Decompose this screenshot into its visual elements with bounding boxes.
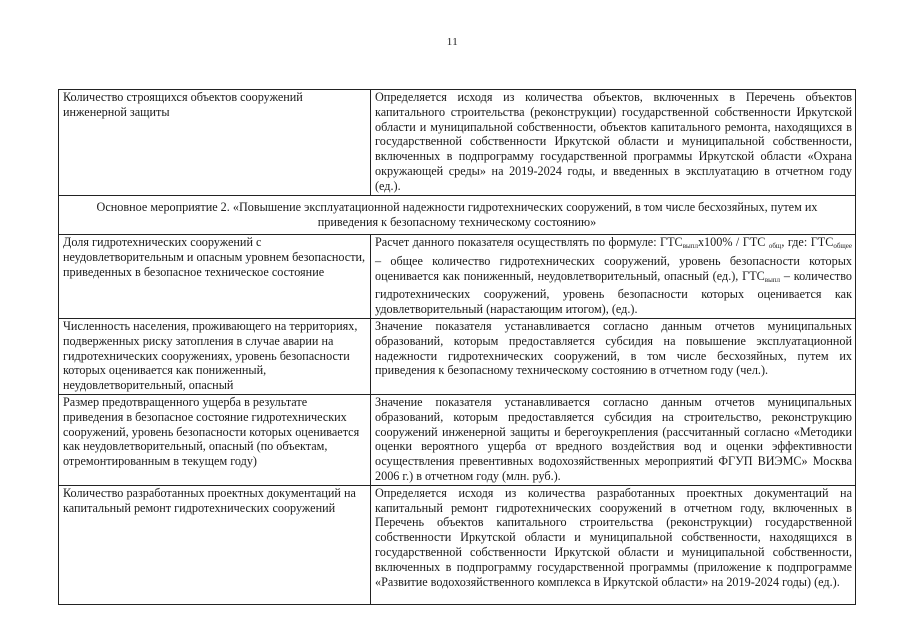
indicators-table: [58, 89, 856, 605]
indicator-name: Количество строящихся объектов сооружений инженерной защиты: [59, 90, 371, 196]
table-row: [59, 235, 856, 319]
formula-text: – общее количество гидротехнических сооружений, уровень безопасности которых оценивается как пониженный, неудовлетворительный, опасный (ед.), ГТС: [375, 253, 852, 283]
formula-subscript: выпл: [764, 275, 781, 284]
formula-text: , где: ГТС: [781, 235, 834, 249]
table-row: [59, 318, 856, 394]
table-row: [59, 394, 856, 485]
indicator-method: Определяется исходя из количества объектов, включенных в Перечень объектов капитального строительства (реконструкции) государственной собственности Иркутской области и муниципальной собственности, объектов капитального ремонта, находящихся в государственной собственности Иркутской области и муниципальной собственности, включенных в подпрограмму государственной программы Иркутской области «Охрана окружающей среды» на 2019-2024 годы, и введенных в эксплуатацию в отчетном году (ед.).: [371, 90, 856, 196]
indicator-name: Численность населения, проживающего на территориях, подверженных риску затопления в случае аварии на гидротехнических сооружениях, уровень безопасности которых оценивается как пониженный, неудовлетворительный, опасный: [59, 318, 371, 394]
formula-subscript: выпл: [682, 242, 698, 250]
formula-text: х100% / ГТС: [697, 235, 769, 249]
formula-subscript: общее: [833, 242, 852, 250]
indicator-name: Размер предотвращенного ущерба в результате приведения в безопасное состояние гидротехнических сооружений, уровень безопасности которых оценивается как неудовлетворительный, опасный (по объектам, отремонтированным в текущем году): [59, 394, 371, 485]
table-row: [59, 90, 856, 196]
formula-subscript: общ: [768, 242, 782, 250]
indicator-method: Определяется исходя из количества разработанных проектных документаций на капитальный ремонт гидротехнических сооружений в отчетном году, включенных в Перечень объектов капитального строительства (реконструкции) государственной собственности Иркутской области и муниципальной собственности, находящихся в государственной собственности Иркутской области и муниципальной собственности, включенных в подпрограмму государственной программы (приложение к подпрограмме «Развитие водохозяйственного комплекса в Иркутской области» на 2019-2024 годы) (ед.).: [371, 485, 856, 604]
formula-text: – количество гидротехнических сооружений, уровень безопасности которых оценивается как удовлетворительный (нарастающим итогом), (ед.).: [375, 268, 852, 317]
indicator-formula: [371, 235, 856, 319]
indicator-name: Доля гидротехнических сооружений с неудовлетворительным и опасным уровнем безопасности, приведенных в безопасное техническое состояние: [59, 235, 371, 319]
indicator-method: Значение показателя устанавливается согласно данным отчетов муниципальных образований, которым предоставляется субсидия на повышение эксплуатационной надежности гидротехнических сооружений, в том числе бесхозяйных, путем их приведения к безопасному техническому состоянию в отчетном году (чел.).: [371, 318, 856, 394]
section-row: [59, 196, 856, 235]
page-number: 11: [446, 36, 459, 48]
formula-text: Расчет данного показателя осуществлять по формуле: ГТС: [375, 235, 683, 249]
section-heading: Основное мероприятие 2. «Повышение эксплуатационной надежности гидротехнических сооружений, в том числе бесхозяйных, путем их приведения к безопасному техническому состоянию»: [59, 196, 856, 235]
indicator-name: Количество разработанных проектных документаций на капитальный ремонт гидротехнических сооружений: [59, 485, 371, 604]
table-row: [59, 485, 856, 604]
indicator-method: Значение показателя устанавливается согласно данным отчетов муниципальных образований, которым предоставляется субсидия на строительство, реконструкцию сооружений инженерной защиты и берегоукрепления (рассчитанный согласно «Методики оценки вероятного ущерба от вредного воздействия вод и оценки эффективности осуществления превентивных водохозяйственных мероприятий ФГУП ВИЭМС» Москва 2006 г.) в отчетном году (млн. руб.).: [371, 394, 856, 485]
